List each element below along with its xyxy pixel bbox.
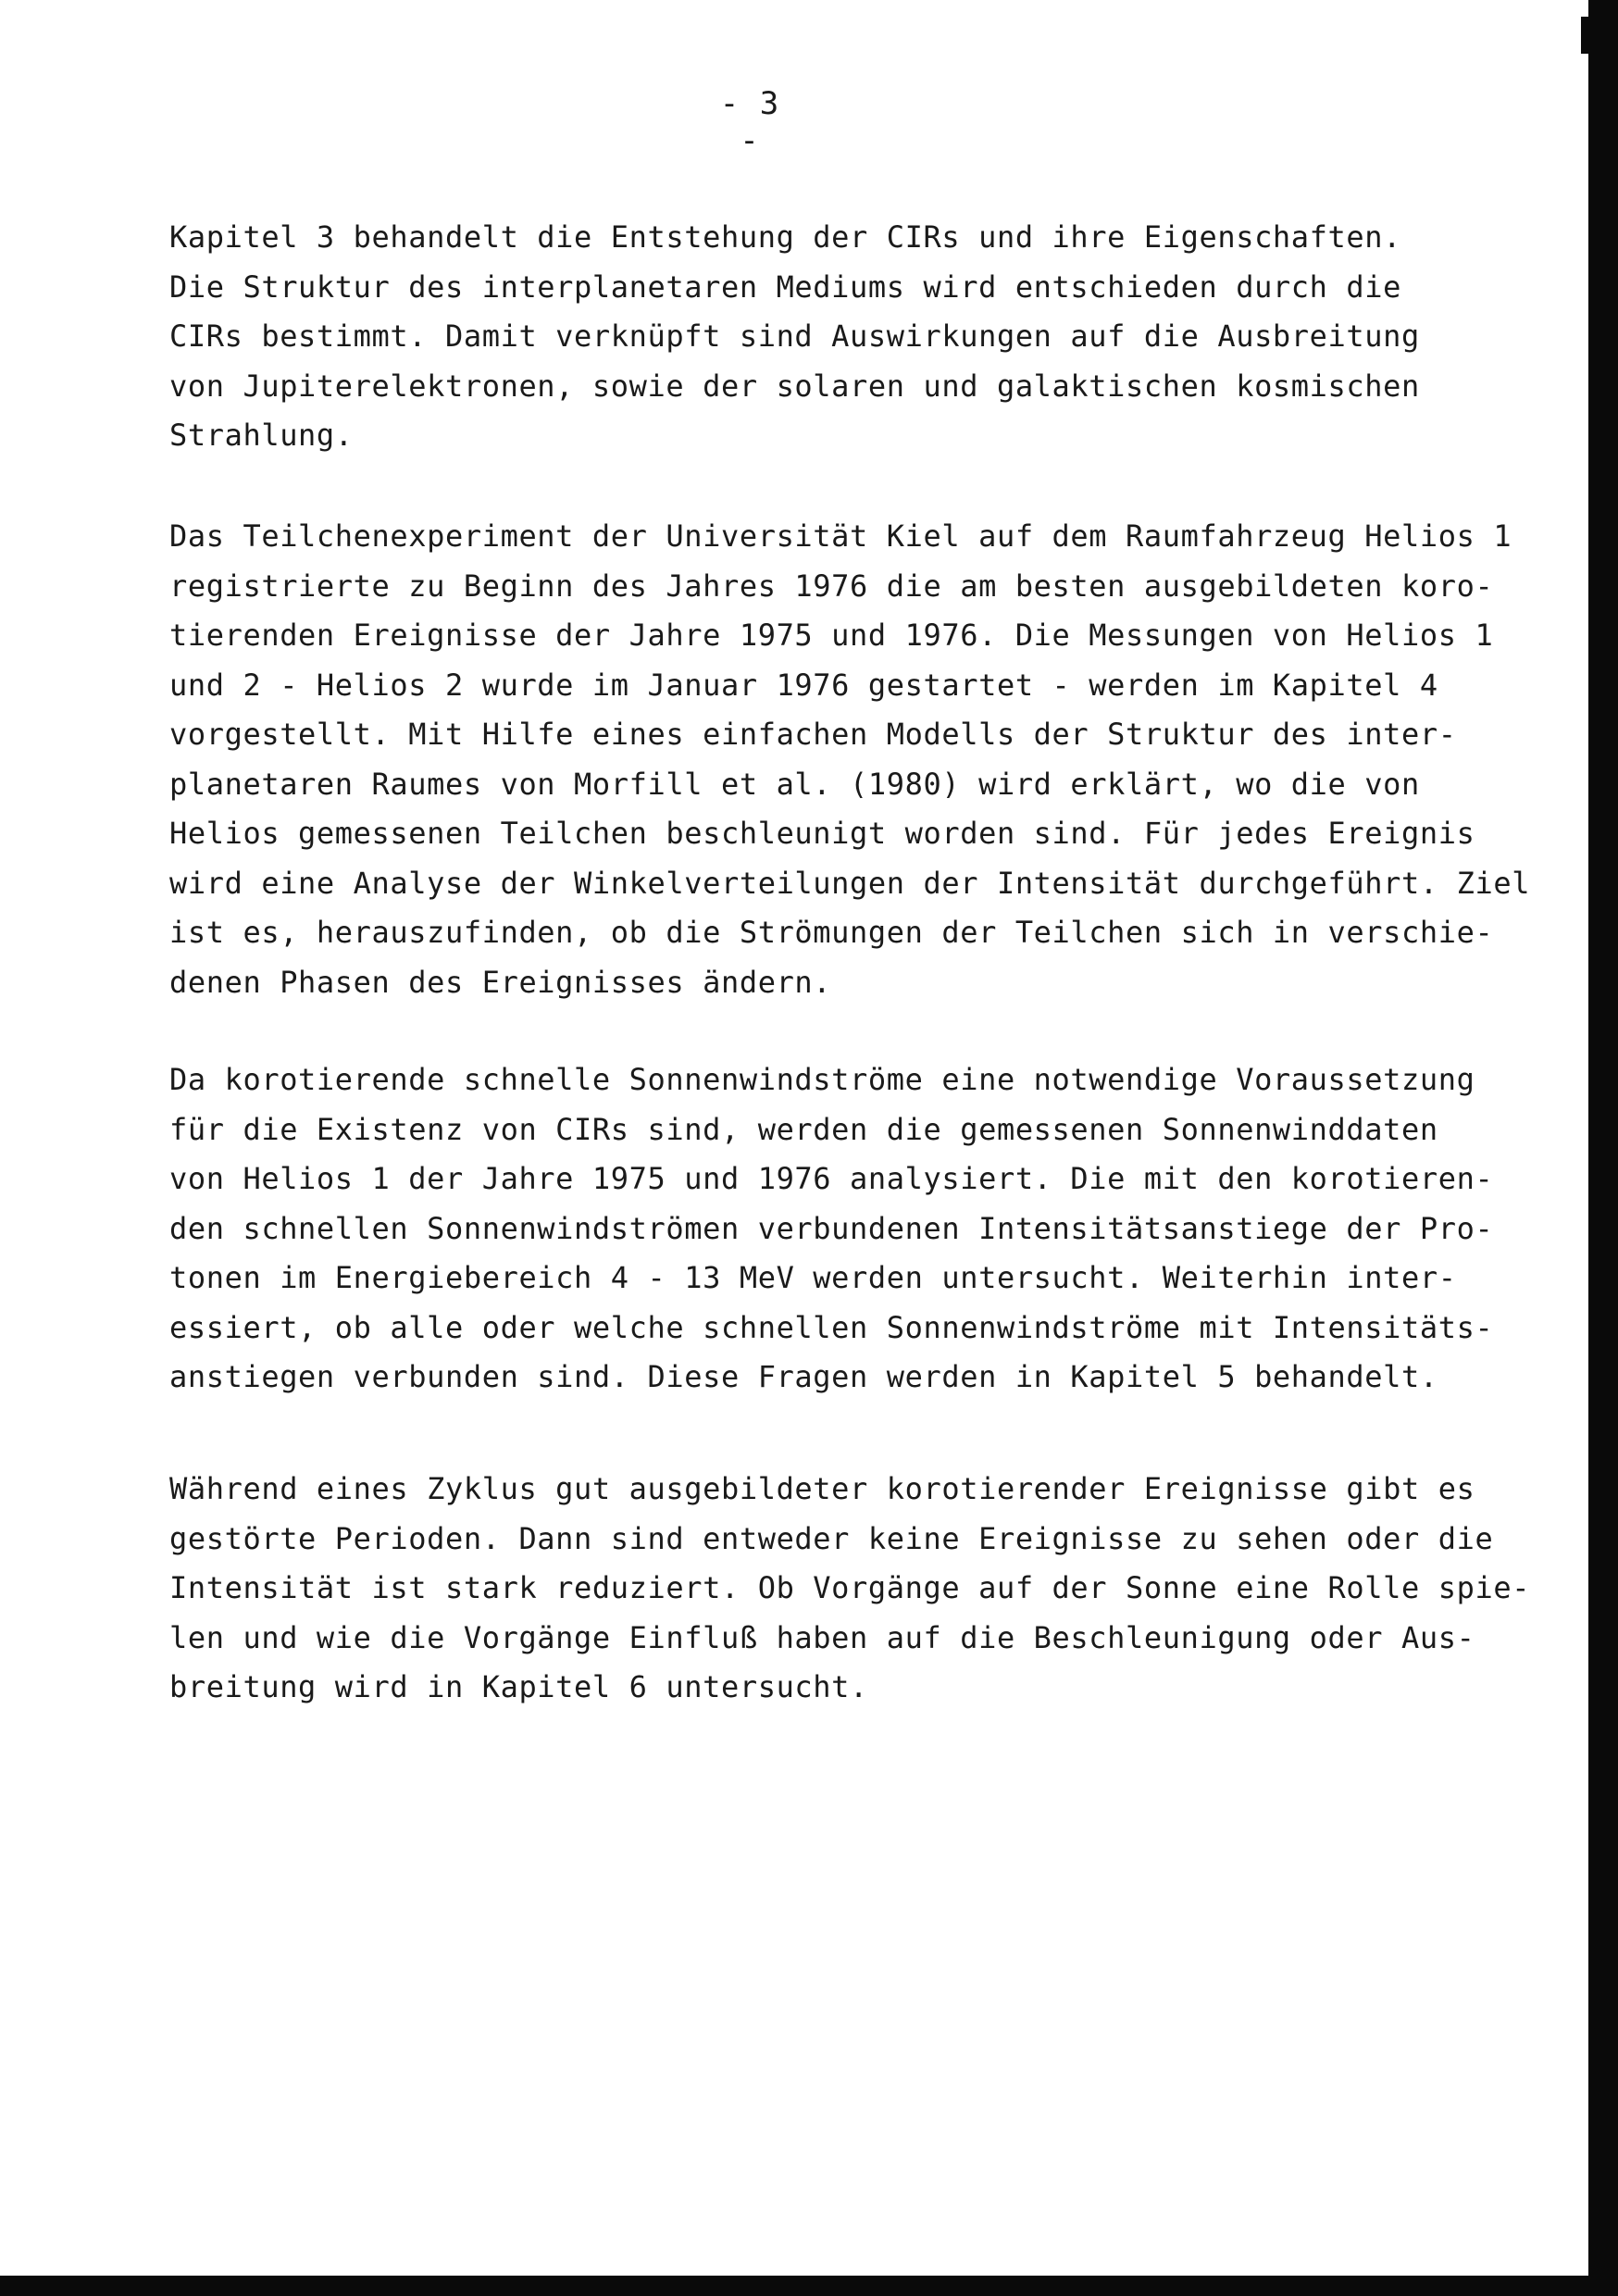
paragraph-line: gestörte Perioden. Dann sind entweder keine Ereignisse zu sehen oder die: [169, 1520, 1494, 1556]
paragraph-line: Strahlung.: [169, 418, 354, 453]
paragraph-line: registrierte zu Beginn des Jahres 1976 die am besten ausgebildeten koro-: [169, 568, 1494, 604]
paragraph-line: Helios gemessenen Teilchen beschleunigt worden sind. Für jedes Ereignis: [169, 816, 1475, 851]
paragraph-line: Die Struktur des interplanetaren Mediums wird entschieden durch die: [169, 268, 1401, 305]
paragraph-line: von Jupiterelektronen, sowie der solaren und galaktischen kosmischen: [169, 368, 1420, 404]
paragraph-line: anstiegen verbunden sind. Diese Fragen werden in Kapitel 5 behandelt.: [169, 1359, 1438, 1394]
paragraph-line: den schnellen Sonnenwindströmen verbundenen Intensitätsanstiege der Pro-: [169, 1210, 1494, 1246]
paragraph-line: essiert, ob alle oder welche schnellen Sonnenwindströme mit Intensitäts-: [169, 1309, 1494, 1345]
paragraph-line: tierenden Ereignisse der Jahre 1975 und 1976. Die Messungen von Helios 1: [169, 618, 1494, 653]
page-number: - 3 -: [719, 85, 780, 159]
paragraph-line: von Helios 1 der Jahre 1975 und 1976 analysiert. Die mit den korotieren-: [169, 1161, 1494, 1196]
scan-border-bottom: [0, 2276, 1618, 2296]
paragraph-1: [169, 213, 1465, 461]
paragraph-line: Intensität ist stark reduziert. Ob Vorgänge auf der Sonne eine Rolle spie-: [169, 1570, 1531, 1605]
paragraph-line: Das Teilchenexperiment der Universität Kiel auf dem Raumfahrzeug Helios 1: [169, 518, 1512, 554]
paragraph-line: Während eines Zyklus gut ausgebildeter korotierender Ereignisse gibt es: [169, 1471, 1475, 1506]
paragraph-line: ist es, herauszufinden, ob die Strömungen der Teilchen sich in verschie-: [169, 915, 1494, 950]
paragraph-line: Da korotierende schnelle Sonnenwindströme eine notwendige Voraussetzung: [169, 1062, 1475, 1097]
paragraph-line: wird eine Analyse der Winkelverteilungen der Intensität durchgeführt. Ziel: [169, 865, 1531, 901]
paragraph-2: [169, 512, 1531, 1007]
paragraph-line: CIRs bestimmt. Damit verknüpft sind Auswirkungen auf die Ausbreitung: [169, 318, 1420, 354]
paragraph-line: tonen im Energiebereich 4 - 13 MeV werden untersucht. Weiterhin inter-: [169, 1260, 1457, 1295]
paragraph-line: len und wie die Vorgänge Einfluß haben auf die Beschleunigung oder Aus-: [169, 1619, 1475, 1655]
paragraph-line: vorgestellt. Mit Hilfe eines einfachen Modells der Struktur des inter-: [169, 717, 1457, 752]
paragraph-line: planetaren Raumes von Morfill et al. (1980) wird erklärt, wo die von: [169, 766, 1420, 802]
paragraph-3: [169, 1055, 1494, 1403]
paragraph-line: breitung wird in Kapitel 6 untersucht.: [169, 1669, 868, 1704]
paragraph-line: und 2 - Helios 2 wurde im Januar 1976 gestartet - werden im Kapitel 4: [169, 667, 1438, 703]
paragraph-line: Kapitel 3 behandelt die Entstehung der CIRs und ihre Eigenschaften.: [169, 219, 1401, 255]
paragraph-4: [169, 1465, 1531, 1713]
scan-border-right: [1588, 0, 1618, 2296]
scan-corner-mark: [1581, 17, 1590, 54]
paragraph-line: denen Phasen des Ereignisses ändern.: [169, 964, 832, 1000]
paragraph-line: für die Existenz von CIRs sind, werden die gemessenen Sonnenwinddaten: [169, 1111, 1438, 1147]
